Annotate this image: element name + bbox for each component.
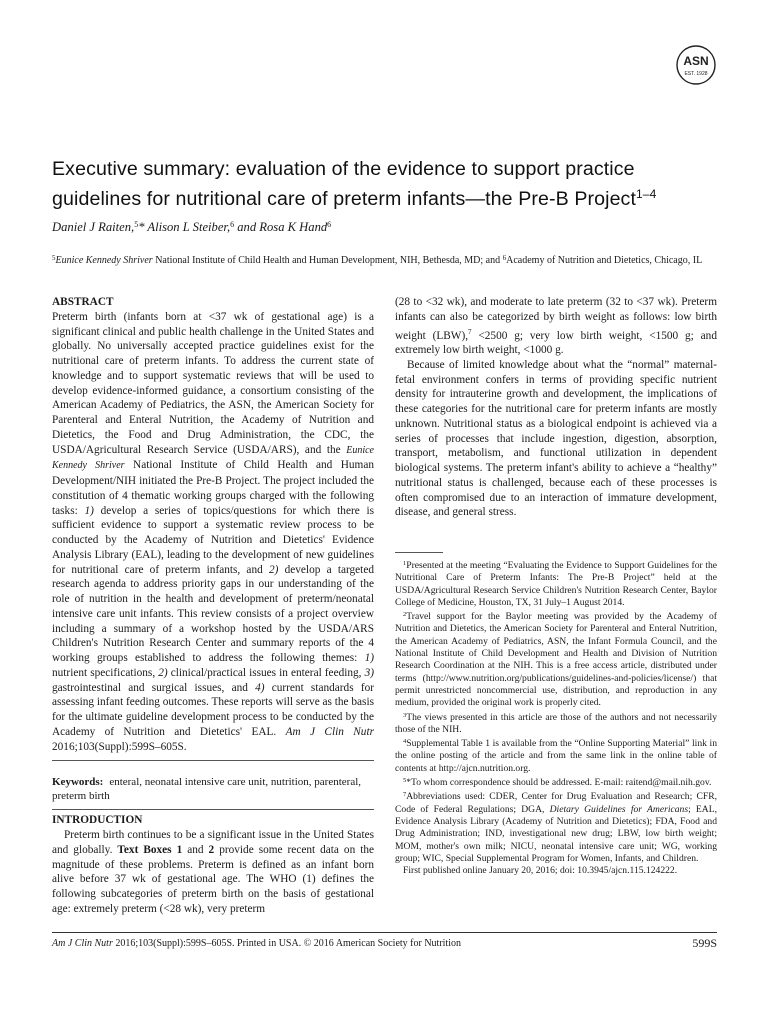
author-1-sup: 5 bbox=[134, 220, 139, 229]
intro-and: and bbox=[187, 843, 204, 856]
author-2-sup: 6 bbox=[230, 220, 235, 229]
footer-citation bbox=[52, 938, 461, 949]
author-3-sup: 6 bbox=[327, 220, 332, 229]
affil-sup-6: 6 bbox=[502, 254, 507, 262]
right-text-1: (28 to <32 wk), and moderate to late preterm (32 to <37 wk). Preterm infants can also be categorized by birth weight as follows: low birth weight (LBW), bbox=[395, 296, 717, 342]
abstract-text-2: National Institute of Child Health and Human Development/NIH initiated the Pre-B Project. The project included the constitution of 4 thematic working groups charged with the following tasks: bbox=[52, 459, 374, 517]
fn-7-italic: Dietary Guidelines for Americans bbox=[549, 803, 689, 815]
footnote-2 bbox=[395, 609, 717, 709]
fn-4-sup: 4 bbox=[403, 738, 407, 746]
abstract-text-1: Preterm birth (infants born at <37 wk of gestational age) is a significant clinical and public health challenge in the United States and globally. No universally accepted practice guidelines exist for the nutritional care of preterm infants. To address the current state of knowledge and to support systematic reviews that will be used to develop evidence-informed guidance, a consortium consisting of the American Academy of Pediatrics, the ASN, the American Society for Parenteral and Enteral Nutrition, the Academy of Nutrition and Dietetics, the Food and Drug Administration, the CDC, the USDA/Agricultural Research Service (USDA/ARS), and the bbox=[52, 310, 374, 456]
keywords-rule bbox=[52, 809, 374, 810]
theme-3-marker: 3) bbox=[364, 666, 374, 679]
fn-1-text: Presented at the meeting “Evaluating the Evidence to Support Guidelines for the Nutritional Care of Preterm Infants: The Pre-B Project” held at the USDA/Agricultural Research Service Children's Nutrition Research Center, Baylor College of Medicine, Houston, TX, 31 July–1 August 2014. bbox=[395, 560, 717, 608]
author-3: Rosa K Hand bbox=[259, 220, 328, 234]
article-title bbox=[52, 157, 722, 212]
right-sup: 7 bbox=[468, 327, 472, 336]
asn-logo bbox=[675, 44, 717, 86]
fn-5-text: *To whom correspondence should be addressed. E-mail: raitend@mail.nih.gov. bbox=[406, 777, 712, 789]
footnote-1 bbox=[395, 558, 717, 609]
right-text-1-end: <2500 g; very low birth weight, <1500 g; and extremely low birth weight, <1000 g. bbox=[395, 329, 717, 357]
fn-1-sup: 1 bbox=[403, 560, 407, 567]
theme-1-marker: 1) bbox=[364, 652, 375, 664]
affiliation bbox=[52, 252, 720, 267]
fn-4-text: Supplemental Table 1 is available from the “Online Supporting Material” link in the online posting of the article and from the same link in the online table of contents at http://ajcn.nutrition.org. bbox=[395, 738, 717, 774]
footnote-3 bbox=[395, 710, 717, 737]
abstract-text-4: develop a targeted research agenda to address priority gaps in our understanding of the role of nutrition in the health and development of preterm/neonatal intensive care unit infants. This review consists of a project overview including a summary of a workshop hosted by the USDA/ARS Children's Nutrition Research Center and summary reports of the 4 working groups established to address the following themes: bbox=[52, 563, 374, 664]
footnote-5 bbox=[395, 775, 717, 789]
abstract-italic: Eunice Kennedy Shriver bbox=[52, 444, 374, 472]
abstract-text-7: gastrointestinal and surgical issues, and bbox=[52, 681, 248, 694]
author-2: Alison L Steiber, bbox=[147, 220, 231, 234]
page-number: 599S bbox=[692, 936, 717, 950]
keywords-text: enteral, neonatal intensive care unit, nutrition, parenteral, preterm birth bbox=[52, 776, 362, 803]
fn-7-text-a: Abbreviations used: CDER, Center for Drug Evaluation and Research; CFR, Code of Federal Regulations; DGA, bbox=[395, 791, 717, 815]
citation-rest: 2016;103(Suppl):599S–605S. bbox=[52, 740, 187, 753]
fn-3-sup: 3 bbox=[403, 711, 407, 719]
abstract-text-3: develop a series of topics/questions for which there is sufficient evidence to support a systematic review process to be conducted by the Academy of Nutrition and Dietetics' Evidence Analysis Library (EAL), leading to the development of new guidelines for nutritional care of preterm infants, and bbox=[52, 504, 375, 576]
intro-body bbox=[52, 828, 374, 917]
right-column-body bbox=[395, 295, 717, 520]
logo-text: ASN bbox=[683, 54, 709, 68]
keywords-label: Keywords: bbox=[52, 776, 104, 789]
abstract-body bbox=[52, 310, 374, 755]
fn-7-sup: 7 bbox=[403, 791, 407, 799]
text-box-1-ref[interactable]: Text Boxes 1 bbox=[117, 843, 183, 856]
fn-5-sup: 5 bbox=[403, 777, 407, 785]
footer-rule bbox=[52, 932, 717, 933]
theme-4-marker: 4) bbox=[255, 681, 265, 694]
abstract-text-5: nutrient specifications, bbox=[52, 666, 156, 679]
abstract-rule bbox=[52, 760, 374, 761]
task-2-marker: 2) bbox=[268, 563, 279, 576]
keywords bbox=[52, 775, 374, 803]
footnotes bbox=[395, 558, 717, 877]
citation-journal: Am J Clin Nutr bbox=[285, 725, 374, 738]
fn-3-text: The views presented in this article are those of the authors and not necessarily those of the NIH. bbox=[395, 711, 717, 735]
fn-2-text: Travel support for the Baylor meeting was provided by the Academy of Nutrition and Dietetics, the American Society for Parenteral and Enteral Nutrition, the American Academy of Pediatrics, ASN, the Infant Formula Council, and the National Institute of Child Development and Health and Division of Nutrition Research Coordination at the NIH. This is a free access article, distributed under terms (http://www.nutrition.org/publications/guidelines-and-policies/license/) that permit unrestricted noncommercial use, distribution, and reproduction in any medium, provided the original work is properly cited. bbox=[395, 611, 717, 709]
footnote-abbreviations bbox=[395, 789, 717, 865]
author-and: and bbox=[237, 220, 257, 234]
text-box-2-ref[interactable]: 2 bbox=[208, 843, 215, 856]
footer-text: 2016;103(Suppl):599S–605S. Printed in USA. © 2016 American Society for Nutrition bbox=[115, 938, 461, 949]
affil-sup-5: 5 bbox=[52, 254, 56, 262]
affil-text-1: National Institute of Child Health and Human Development, NIH, Bethesda, MD; and bbox=[155, 255, 501, 266]
right-paragraph-1 bbox=[395, 295, 717, 358]
affil-italic: Eunice Kennedy Shriver bbox=[55, 255, 153, 266]
first-published: First published online January 20, 2016; doi: 10.3945/ajcn.115.124222. bbox=[403, 865, 678, 877]
footnote-4 bbox=[395, 736, 717, 775]
fn-2-sup: 2 bbox=[403, 611, 407, 619]
footnote-divider bbox=[395, 552, 443, 553]
right-paragraph-2: Because of limited knowledge about what the “normal” maternal-fetal environment confers in terms of providing specific nutrient density for intrauterine growth and development, the implications of these categories for the nutritional care for preterm infants are mostly unknown. Nutritional status as a biological endpoint is achieved via a series of processes that include ingestion, digestion, absorption, transport, metabolism, and functional utilization in dependent biological systems. The preterm infant's ability to achieve a “healthy” nutritional status is challenged, because each of these processes is often compromised due to an interaction of immature development, disease, and general stress. bbox=[395, 358, 717, 519]
author-1: Daniel J Raiten, bbox=[52, 220, 135, 234]
abstract-heading: ABSTRACT bbox=[52, 296, 114, 308]
title-footnote-marker: 1–4 bbox=[636, 187, 657, 201]
abstract-text-6: clinical/practical issues in enteral feeding, bbox=[170, 666, 362, 679]
theme-2-marker: 2) bbox=[158, 666, 168, 679]
author-1-star: * bbox=[138, 220, 145, 234]
footer-journal: Am J Clin Nutr bbox=[52, 938, 113, 949]
abstract-text-8: current standards for assessing infant feeding outcomes. These reports will serve as the basis for the ultimate guideline development process to be conducted by the Academy of Nutrition and Dietetics' EAL. bbox=[52, 681, 374, 738]
intro-text-2: provide some recent data on the magnitude of these problems. Preterm is defined as an infant born alive before 37 wk of gestational age. The WHO (1) defines the following subcategories of preterm birth on the basis of gestational age: extremely preterm (<28 wk), very preterm bbox=[52, 843, 375, 915]
intro-heading: INTRODUCTION bbox=[52, 814, 143, 826]
author-list bbox=[52, 220, 722, 235]
abstract-section bbox=[52, 295, 374, 810]
task-1-marker: 1) bbox=[84, 504, 94, 517]
fn-7-text-b: ; EAL, Evidence Analysis Library (Academy of Nutrition and Dietetics); FDA, Food and Drug Administration; IND, investigational new drug; LBW, low birth weight; MOM, mother's own milk; NICU, neonatal intensive care unit; WG, working group; WIC, Special Supplemental Program for Women, Infants, and Children. bbox=[395, 803, 717, 864]
logo-subtext: EST. 1928 bbox=[684, 71, 708, 77]
title-text: Executive summary: evaluation of the evidence to support practice guidelines for nutritional care of preterm infants—the Pre-B Project bbox=[52, 158, 637, 210]
intro-text-1: Preterm birth continues to be a significant issue in the United States and globally. bbox=[52, 829, 374, 856]
affil-text-2: Academy of Nutrition and Dietetics, Chicago, IL bbox=[506, 255, 703, 266]
